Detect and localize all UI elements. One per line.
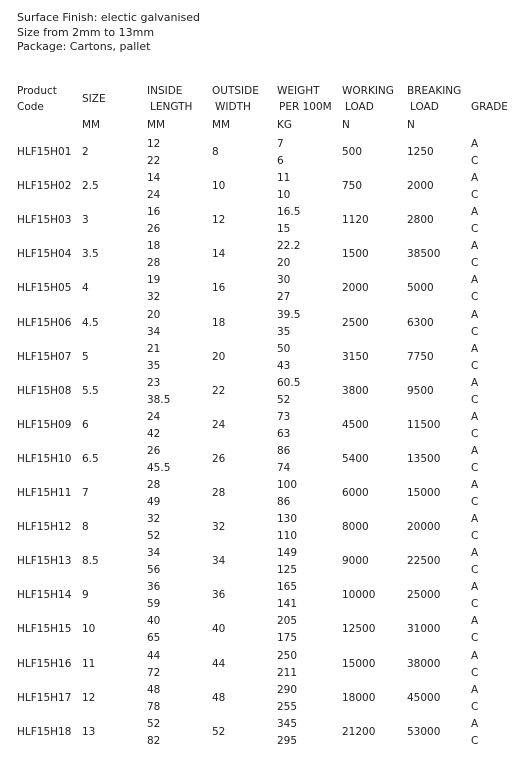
- working-load: 10000: [342, 589, 376, 602]
- table-row: [0, 476, 518, 510]
- outside-width: 36: [212, 589, 226, 602]
- unit-inside: MM: [147, 119, 166, 131]
- header-grade: GRADE: [471, 101, 508, 113]
- product-code: HLF15H16: [17, 657, 72, 670]
- grade-c: C: [471, 427, 479, 440]
- product-code: HLF15H07: [17, 350, 72, 363]
- unit-weight: KG: [277, 119, 293, 131]
- grade-a: A: [471, 479, 479, 491]
- grade-a: A: [471, 444, 479, 457]
- size-value: 13: [82, 725, 96, 738]
- weight-c: 255: [277, 700, 298, 713]
- grade-c: C: [471, 359, 479, 372]
- breaking-load: 38000: [407, 657, 441, 670]
- product-code: HLF15H10: [17, 452, 72, 465]
- table-row: [0, 271, 518, 305]
- table-row: [0, 544, 518, 578]
- outside-width: 48: [212, 691, 226, 704]
- header-breaking: BREAKING: [407, 85, 462, 97]
- outside-width: 26: [212, 452, 226, 465]
- grade-a: A: [471, 342, 479, 355]
- inside-length-a: 32: [147, 513, 161, 526]
- weight-c: 27: [277, 291, 291, 304]
- working-load: 3150: [342, 350, 369, 363]
- inside-length-a: 12: [147, 138, 161, 150]
- grade-a: A: [471, 649, 479, 662]
- product-code: HLF15H11: [17, 487, 72, 499]
- grade-a: A: [471, 206, 479, 219]
- grade-c: C: [471, 666, 479, 679]
- product-code: HLF15H15: [17, 623, 72, 636]
- breaking-load: 11500: [407, 418, 441, 431]
- grade-c: C: [471, 257, 479, 270]
- grade-c: C: [471, 700, 479, 713]
- grade-a: A: [471, 308, 479, 321]
- header-working: WORKING: [342, 85, 394, 97]
- weight-c: 211: [277, 666, 298, 679]
- product-code: HLF15H17: [17, 691, 72, 704]
- weight-c: 110: [277, 530, 298, 543]
- inside-length-c: 45.5: [147, 461, 171, 474]
- intro-text: [17, 11, 200, 55]
- size-value: 3: [82, 214, 89, 227]
- breaking-load: 13500: [407, 452, 441, 465]
- weight-c: 15: [277, 223, 291, 236]
- table-row: [0, 340, 518, 374]
- header-outside: OUTSIDE: [212, 85, 259, 97]
- grade-a: A: [471, 410, 479, 423]
- weight-a: 290: [277, 683, 298, 696]
- grade-c: C: [471, 155, 479, 167]
- breaking-load: 45000: [407, 691, 441, 704]
- product-code: HLF15H18: [17, 725, 72, 738]
- table-row: [0, 510, 518, 544]
- product-code: HLF15H03: [17, 214, 72, 227]
- header-product: Product: [17, 85, 57, 97]
- weight-a: 73: [277, 410, 291, 423]
- weight-a: 22.2: [277, 240, 301, 253]
- grade-c: C: [471, 461, 479, 474]
- working-load: 12500: [342, 623, 376, 636]
- weight-c: 141: [277, 598, 298, 611]
- inside-length-a: 52: [147, 717, 161, 730]
- unit-size: MM: [82, 119, 101, 131]
- grade-a: A: [471, 615, 479, 628]
- inside-length-a: 16: [147, 206, 161, 219]
- inside-length-c: 42: [147, 427, 161, 440]
- grade-c: C: [471, 325, 479, 338]
- unit-working: N: [342, 119, 350, 131]
- product-code: HLF15H05: [17, 282, 72, 295]
- inside-length-c: 52: [147, 530, 161, 543]
- product-code: HLF15H08: [17, 384, 72, 397]
- inside-length-a: 19: [147, 274, 161, 287]
- weight-a: 130: [277, 513, 298, 526]
- inside-length-c: 82: [147, 734, 161, 747]
- grade-c: C: [471, 393, 479, 406]
- grade-c: C: [471, 734, 479, 747]
- grade-a: A: [471, 376, 479, 389]
- header-weight: WEIGHT: [277, 85, 320, 97]
- inside-length-a: 26: [147, 444, 161, 457]
- table-row: [0, 612, 518, 646]
- size-value: 2.5: [82, 180, 99, 193]
- table-row: [0, 135, 518, 169]
- grade-a: A: [471, 138, 479, 150]
- inside-length-a: 23: [147, 376, 161, 389]
- weight-a: 50: [277, 342, 291, 355]
- grade-a: A: [471, 717, 479, 730]
- working-load: 1500: [342, 248, 369, 261]
- working-load: 18000: [342, 691, 376, 704]
- weight-c: 35: [277, 325, 291, 338]
- weight-c: 295: [277, 734, 298, 747]
- table-row: [0, 408, 518, 442]
- product-code: HLF15H04: [17, 248, 72, 261]
- weight-a: 165: [277, 581, 298, 594]
- inside-length-c: 78: [147, 700, 161, 713]
- inside-length-c: 24: [147, 189, 161, 202]
- header-code: Code: [17, 101, 44, 113]
- grade-a: A: [471, 274, 479, 287]
- inside-length-a: 36: [147, 581, 161, 594]
- weight-a: 149: [277, 547, 298, 560]
- grade-a: A: [471, 547, 479, 560]
- breaking-load: 20000: [407, 521, 441, 534]
- surface-finish-line: Surface Finish: electic galvanised: [17, 11, 201, 24]
- outside-width: 52: [212, 725, 226, 738]
- table-row: [0, 647, 518, 681]
- inside-length-c: 56: [147, 564, 161, 577]
- outside-width: 32: [212, 521, 226, 534]
- size-value: 2: [82, 146, 89, 158]
- grade-c: C: [471, 189, 479, 202]
- inside-length-c: 59: [147, 598, 161, 611]
- size-value: 5.5: [82, 384, 99, 397]
- weight-c: 43: [277, 359, 291, 372]
- size-value: 4: [82, 282, 89, 295]
- outside-width: 12: [212, 214, 226, 227]
- working-load: 21200: [342, 725, 376, 738]
- weight-c: 20: [277, 257, 291, 270]
- breaking-load: 2000: [407, 180, 434, 193]
- header-working-load: LOAD: [345, 101, 374, 113]
- breaking-load: 2800: [407, 214, 434, 227]
- working-load: 8000: [342, 521, 369, 534]
- size-range-line: Size from 2mm to 13mm: [17, 25, 155, 39]
- size-value: 11: [82, 657, 96, 670]
- breaking-load: 6300: [407, 316, 434, 329]
- header-per-100m: PER 100M: [279, 101, 332, 113]
- breaking-load: 53000: [407, 725, 441, 738]
- table-row: [0, 203, 518, 237]
- outside-width: 28: [212, 487, 226, 499]
- breaking-load: 15000: [407, 487, 441, 499]
- size-value: 10: [82, 623, 96, 636]
- outside-width: 40: [212, 623, 226, 636]
- size-value: 9: [82, 589, 89, 602]
- breaking-load: 9500: [407, 384, 434, 397]
- weight-a: 86: [277, 444, 291, 457]
- working-load: 750: [342, 180, 363, 193]
- table-row: [0, 374, 518, 408]
- breaking-load: 1250: [407, 146, 434, 158]
- table-row: [0, 306, 518, 340]
- grade-a: A: [471, 683, 479, 696]
- package-line: Package: Cartons, pallet: [17, 40, 151, 53]
- breaking-load: 7750: [407, 350, 434, 363]
- working-load: 500: [342, 146, 363, 158]
- inside-length-a: 24: [147, 410, 161, 423]
- inside-length-a: 14: [147, 172, 161, 185]
- grade-a: A: [471, 172, 479, 185]
- header-size: SIZE: [82, 93, 106, 105]
- weight-c: 10: [277, 189, 291, 202]
- grade-a: A: [471, 581, 479, 594]
- weight-c: 175: [277, 632, 298, 645]
- table-row: [0, 715, 518, 749]
- table-row: [0, 237, 518, 271]
- outside-width: 18: [212, 316, 226, 329]
- outside-width: 16: [212, 282, 226, 295]
- table-header: [0, 83, 518, 135]
- weight-a: 7: [277, 138, 284, 150]
- working-load: 2000: [342, 282, 369, 295]
- outside-width: 20: [212, 350, 226, 363]
- product-code: HLF15H09: [17, 418, 72, 431]
- outside-width: 14: [212, 248, 226, 261]
- breaking-load: 5000: [407, 282, 434, 295]
- inside-length-c: 26: [147, 223, 161, 236]
- grade-c: C: [471, 632, 479, 645]
- product-code: HLF15H06: [17, 316, 72, 329]
- outside-width: 24: [212, 418, 226, 431]
- grade-c: C: [471, 291, 479, 304]
- outside-width: 22: [212, 384, 226, 397]
- weight-a: 11: [277, 172, 291, 185]
- inside-length-a: 20: [147, 308, 161, 321]
- weight-a: 16.5: [277, 206, 301, 219]
- grade-a: A: [471, 513, 479, 526]
- working-load: 4500: [342, 418, 369, 431]
- product-code: HLF15H12: [17, 521, 72, 534]
- weight-a: 205: [277, 615, 298, 628]
- inside-length-a: 21: [147, 342, 161, 355]
- weight-c: 74: [277, 461, 291, 474]
- product-code: HLF15H13: [17, 555, 72, 568]
- size-value: 3.5: [82, 248, 99, 261]
- inside-length-c: 65: [147, 632, 161, 645]
- breaking-load: 38500: [407, 248, 441, 261]
- working-load: 1120: [342, 214, 369, 227]
- grade-c: C: [471, 223, 479, 236]
- working-load: 5400: [342, 452, 369, 465]
- inside-length-a: 18: [147, 240, 161, 253]
- inside-length-c: 49: [147, 496, 161, 508]
- weight-c: 86: [277, 496, 291, 508]
- inside-length-c: 38.5: [147, 393, 171, 406]
- working-load: 2500: [342, 316, 369, 329]
- weight-a: 345: [277, 717, 298, 730]
- working-load: 6000: [342, 487, 369, 499]
- grade-c: C: [471, 530, 479, 543]
- table-row: [0, 442, 518, 476]
- grade-a: A: [471, 240, 479, 253]
- product-code: HLF15H02: [17, 180, 72, 193]
- weight-a: 250: [277, 649, 298, 662]
- inside-length-c: 32: [147, 291, 161, 304]
- size-value: 4.5: [82, 316, 99, 329]
- size-value: 8: [82, 521, 89, 534]
- table-row: [0, 681, 518, 715]
- size-value: 12: [82, 691, 96, 704]
- outside-width: 34: [212, 555, 226, 568]
- table-row: [0, 169, 518, 203]
- product-code: HLF15H01: [17, 146, 72, 158]
- inside-length-c: 28: [147, 257, 161, 270]
- weight-a: 100: [277, 479, 298, 491]
- weight-c: 52: [277, 393, 291, 406]
- inside-length-c: 22: [147, 155, 161, 167]
- outside-width: 8: [212, 146, 219, 158]
- grade-c: C: [471, 564, 479, 577]
- table-row: [0, 578, 518, 612]
- breaking-load: 25000: [407, 589, 441, 602]
- header-width: WIDTH: [215, 101, 251, 113]
- size-value: 6.5: [82, 452, 99, 465]
- unit-outside: MM: [212, 119, 231, 131]
- inside-length-c: 72: [147, 666, 161, 679]
- inside-length-a: 40: [147, 615, 161, 628]
- header-inside: INSIDE: [147, 85, 183, 97]
- weight-a: 60.5: [277, 376, 301, 389]
- size-value: 7: [82, 487, 89, 499]
- size-value: 5: [82, 350, 89, 363]
- inside-length-a: 34: [147, 547, 161, 560]
- inside-length-c: 34: [147, 325, 161, 338]
- outside-width: 10: [212, 180, 226, 193]
- inside-length-a: 28: [147, 479, 161, 491]
- header-breaking-load: LOAD: [410, 101, 439, 113]
- weight-a: 39.5: [277, 308, 301, 321]
- header-length: LENGTH: [150, 101, 193, 113]
- breaking-load: 31000: [407, 623, 441, 636]
- working-load: 9000: [342, 555, 369, 568]
- grade-c: C: [471, 598, 479, 611]
- working-load: 15000: [342, 657, 376, 670]
- inside-length-c: 35: [147, 359, 161, 372]
- weight-a: 30: [277, 274, 291, 287]
- inside-length-a: 48: [147, 683, 161, 696]
- working-load: 3800: [342, 384, 369, 397]
- weight-c: 125: [277, 564, 298, 577]
- unit-breaking: N: [407, 119, 415, 131]
- weight-c: 6: [277, 155, 284, 167]
- weight-c: 63: [277, 427, 291, 440]
- inside-length-a: 44: [147, 649, 161, 662]
- breaking-load: 22500: [407, 555, 441, 568]
- grade-c: C: [471, 496, 479, 508]
- product-code: HLF15H14: [17, 589, 72, 602]
- size-value: 8.5: [82, 555, 99, 568]
- size-value: 6: [82, 418, 89, 431]
- outside-width: 44: [212, 657, 226, 670]
